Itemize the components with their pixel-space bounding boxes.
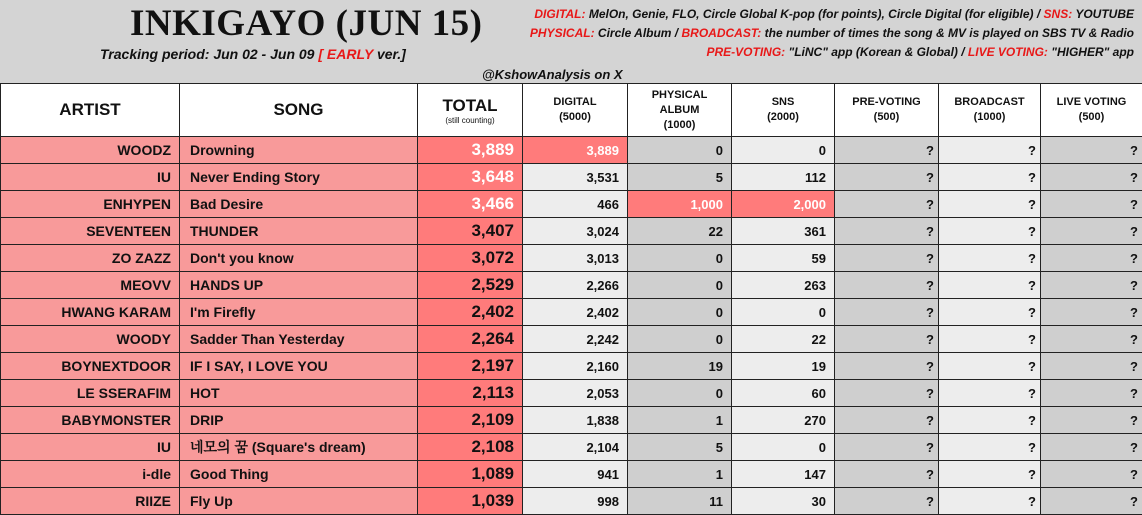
cell-physical: 0 (628, 380, 732, 407)
col-header-broadcast (939, 84, 1041, 137)
cell-prevoting: ? (835, 461, 939, 488)
cell-total: 1,089 (418, 461, 523, 488)
cell-song: Never Ending Story (180, 164, 418, 191)
cell-artist: WOODZ (1, 137, 180, 164)
col-header-total-sub: (still counting) (422, 116, 518, 125)
cell-livevoting: ? (1041, 461, 1142, 488)
cell-physical: 19 (628, 353, 732, 380)
cell-physical: 22 (628, 218, 732, 245)
table-row (1, 245, 1142, 272)
cell-digital: 466 (523, 191, 628, 218)
cell-livevoting: ? (1041, 326, 1142, 353)
cell-physical: 0 (628, 137, 732, 164)
cell-livevoting: ? (1041, 191, 1142, 218)
cell-total: 2,109 (418, 407, 523, 434)
cell-sns: 60 (732, 380, 835, 407)
cell-sns: 112 (732, 164, 835, 191)
tracking-period-text: Tracking period: Jun 02 - Jun 09 (100, 46, 314, 62)
cell-digital: 3,024 (523, 218, 628, 245)
cell-sns: 147 (732, 461, 835, 488)
col-header-sns-label: SNS (772, 96, 795, 108)
legend-sns-value: YOUTUBE (1075, 7, 1134, 21)
cell-broadcast: ? (939, 326, 1041, 353)
legend-digital-key: DIGITAL: (534, 7, 585, 21)
col-header-broadcast-label: BROADCAST (954, 96, 1024, 108)
col-header-broadcast-max: (1000) (974, 111, 1006, 123)
legend-prevoting-key: PRE-VOTING: (707, 45, 786, 59)
cell-physical: 0 (628, 272, 732, 299)
col-header-prevoting (835, 84, 939, 137)
legend-physical-key: PHYSICAL: (530, 26, 595, 40)
tracking-suffix: ver.] (377, 46, 406, 62)
table-row (1, 218, 1142, 245)
cell-physical: 1,000 (628, 191, 732, 218)
cell-total: 2,113 (418, 380, 523, 407)
cell-prevoting: ? (835, 191, 939, 218)
cell-total: 2,402 (418, 299, 523, 326)
cell-physical: 5 (628, 434, 732, 461)
cell-prevoting: ? (835, 164, 939, 191)
cell-livevoting: ? (1041, 272, 1142, 299)
cell-digital: 3,531 (523, 164, 628, 191)
cell-artist: i-dle (1, 461, 180, 488)
cell-artist: RIIZE (1, 488, 180, 515)
cell-livevoting: ? (1041, 434, 1142, 461)
cell-artist: ZO ZAZZ (1, 245, 180, 272)
cell-artist: IU (1, 164, 180, 191)
table-row (1, 461, 1142, 488)
col-header-livevoting (1041, 84, 1142, 137)
header-banner (0, 0, 1142, 84)
cell-total: 3,466 (418, 191, 523, 218)
cell-digital: 3,013 (523, 245, 628, 272)
table-row (1, 407, 1142, 434)
cell-artist: BOYNEXTDOOR (1, 353, 180, 380)
cell-livevoting: ? (1041, 488, 1142, 515)
cell-broadcast: ? (939, 191, 1041, 218)
cell-physical: 1 (628, 407, 732, 434)
cell-broadcast: ? (939, 434, 1041, 461)
col-header-prevoting-label: PRE-VOTING (852, 96, 920, 108)
ranking-table (0, 83, 1142, 515)
cell-broadcast: ? (939, 488, 1041, 515)
cell-broadcast: ? (939, 461, 1041, 488)
col-header-livevoting-max: (500) (1079, 111, 1105, 123)
col-header-artist: ARTIST (1, 84, 180, 137)
cell-song: Bad Desire (180, 191, 418, 218)
table-row (1, 137, 1142, 164)
cell-broadcast: ? (939, 137, 1041, 164)
cell-artist: ENHYPEN (1, 191, 180, 218)
cell-prevoting: ? (835, 380, 939, 407)
col-header-total-label: TOTAL (422, 96, 518, 116)
cell-broadcast: ? (939, 164, 1041, 191)
cell-total: 3,407 (418, 218, 523, 245)
cell-digital: 2,242 (523, 326, 628, 353)
cell-prevoting: ? (835, 218, 939, 245)
cell-prevoting: ? (835, 272, 939, 299)
table-row (1, 488, 1142, 515)
legend-broadcast-value: the number of times the song & MV is played on SBS TV & Radio (765, 26, 1134, 40)
legend-sns-key: SNS: (1044, 7, 1073, 21)
table-row (1, 434, 1142, 461)
cell-song: Fly Up (180, 488, 418, 515)
tracking-period (100, 46, 406, 62)
cell-livevoting: ? (1041, 245, 1142, 272)
cell-livevoting: ? (1041, 353, 1142, 380)
col-header-physical (628, 84, 732, 137)
cell-digital: 2,160 (523, 353, 628, 380)
cell-song: IF I SAY, I LOVE YOU (180, 353, 418, 380)
cell-livevoting: ? (1041, 218, 1142, 245)
cell-sns: 2,000 (732, 191, 835, 218)
cell-prevoting: ? (835, 326, 939, 353)
col-header-physical-label: PHYSICAL ALBUM (652, 89, 708, 116)
cell-broadcast: ? (939, 245, 1041, 272)
legend-line-3 (494, 43, 1134, 62)
early-version-label: EARLY (327, 46, 373, 62)
table-row (1, 380, 1142, 407)
cell-prevoting: ? (835, 137, 939, 164)
cell-sns: 59 (732, 245, 835, 272)
cell-digital: 998 (523, 488, 628, 515)
legend-digital-value: MelOn, Genie, FLO, Circle Global K-pop (for points), Circle Digital (for eligible) / (589, 7, 1040, 21)
cell-prevoting: ? (835, 245, 939, 272)
cell-digital: 2,402 (523, 299, 628, 326)
col-header-sns-max: (2000) (767, 111, 799, 123)
cell-song: 네모의 꿈 (Square's dream) (180, 434, 418, 461)
cell-broadcast: ? (939, 407, 1041, 434)
cell-physical: 1 (628, 461, 732, 488)
legend-broadcast-key: BROADCAST: (682, 26, 762, 40)
col-header-song: SONG (180, 84, 418, 137)
col-header-total (418, 84, 523, 137)
cell-physical: 0 (628, 326, 732, 353)
cell-prevoting: ? (835, 488, 939, 515)
page-title: INKIGAYO (JUN 15) (130, 2, 482, 45)
cell-livevoting: ? (1041, 137, 1142, 164)
cell-physical: 0 (628, 299, 732, 326)
table-row (1, 299, 1142, 326)
legend-livevoting-value: "HIGHER" app (1051, 45, 1134, 59)
col-header-digital (523, 84, 628, 137)
cell-broadcast: ? (939, 380, 1041, 407)
cell-total: 2,264 (418, 326, 523, 353)
cell-livevoting: ? (1041, 380, 1142, 407)
cell-broadcast: ? (939, 272, 1041, 299)
cell-sns: 263 (732, 272, 835, 299)
col-header-digital-max: (5000) (559, 111, 591, 123)
cell-digital: 3,889 (523, 137, 628, 164)
cell-digital: 941 (523, 461, 628, 488)
cell-prevoting: ? (835, 353, 939, 380)
col-header-digital-label: DIGITAL (553, 96, 596, 108)
criteria-legend (494, 5, 1134, 62)
cell-song: Don't you know (180, 245, 418, 272)
cell-song: Sadder Than Yesterday (180, 326, 418, 353)
legend-physical-value: Circle Album / (598, 26, 678, 40)
legend-prevoting-value: "LiNC" app (Korean & Global) / (789, 45, 965, 59)
cell-physical: 5 (628, 164, 732, 191)
cell-prevoting: ? (835, 299, 939, 326)
cell-sns: 0 (732, 137, 835, 164)
legend-livevoting-key: LIVE VOTING: (968, 45, 1048, 59)
cell-digital: 1,838 (523, 407, 628, 434)
cell-song: Good Thing (180, 461, 418, 488)
cell-song: DRIP (180, 407, 418, 434)
cell-physical: 11 (628, 488, 732, 515)
cell-sns: 22 (732, 326, 835, 353)
cell-total: 2,529 (418, 272, 523, 299)
table-row (1, 272, 1142, 299)
cell-song: HOT (180, 380, 418, 407)
cell-sns: 30 (732, 488, 835, 515)
table-row (1, 326, 1142, 353)
cell-physical: 0 (628, 245, 732, 272)
col-header-sns (732, 84, 835, 137)
col-header-prevoting-max: (500) (874, 111, 900, 123)
cell-digital: 2,053 (523, 380, 628, 407)
cell-livevoting: ? (1041, 407, 1142, 434)
cell-artist: BABYMONSTER (1, 407, 180, 434)
col-header-livevoting-label: LIVE VOTING (1057, 96, 1127, 108)
cell-song: Drowning (180, 137, 418, 164)
cell-sns: 19 (732, 353, 835, 380)
cell-sns: 0 (732, 299, 835, 326)
cell-sns: 361 (732, 218, 835, 245)
table-row (1, 191, 1142, 218)
cell-sns: 270 (732, 407, 835, 434)
cell-artist: MEOVV (1, 272, 180, 299)
cell-total: 2,197 (418, 353, 523, 380)
cell-total: 1,039 (418, 488, 523, 515)
cell-sns: 0 (732, 434, 835, 461)
cell-song: I'm Firefly (180, 299, 418, 326)
cell-total: 3,072 (418, 245, 523, 272)
cell-song: HANDS UP (180, 272, 418, 299)
cell-artist: LE SSERAFIM (1, 380, 180, 407)
cell-artist: IU (1, 434, 180, 461)
cell-artist: HWANG KARAM (1, 299, 180, 326)
cell-digital: 2,104 (523, 434, 628, 461)
cell-total: 3,889 (418, 137, 523, 164)
table-row (1, 353, 1142, 380)
cell-total: 3,648 (418, 164, 523, 191)
cell-livevoting: ? (1041, 299, 1142, 326)
legend-line-1 (494, 5, 1134, 24)
cell-total: 2,108 (418, 434, 523, 461)
col-header-physical-max: (1000) (664, 119, 696, 131)
table-header-row (1, 84, 1142, 137)
cell-song: THUNDER (180, 218, 418, 245)
cell-broadcast: ? (939, 218, 1041, 245)
cell-digital: 2,266 (523, 272, 628, 299)
cell-prevoting: ? (835, 407, 939, 434)
cell-artist: WOODY (1, 326, 180, 353)
table-row (1, 164, 1142, 191)
tracking-bracket-open: [ (318, 46, 323, 62)
author-handle: @KshowAnalysis on X (482, 67, 623, 82)
cell-prevoting: ? (835, 434, 939, 461)
legend-line-2 (494, 24, 1134, 43)
cell-artist: SEVENTEEN (1, 218, 180, 245)
cell-broadcast: ? (939, 299, 1041, 326)
cell-broadcast: ? (939, 353, 1041, 380)
cell-livevoting: ? (1041, 164, 1142, 191)
